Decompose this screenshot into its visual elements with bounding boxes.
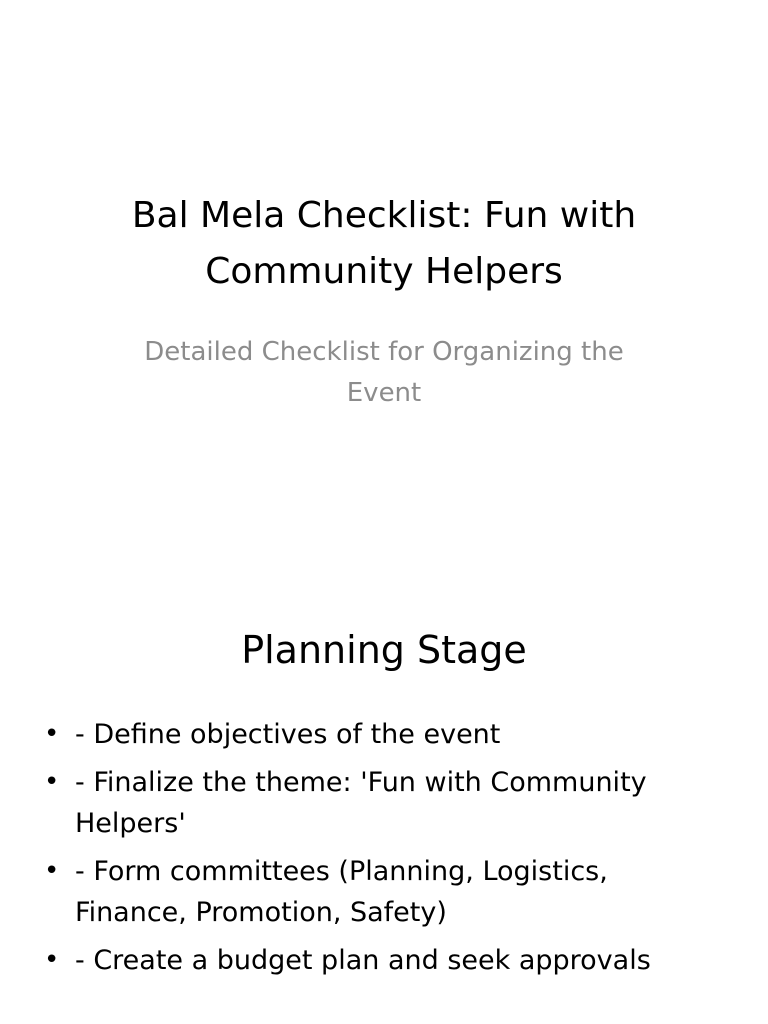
slide-subtitle: Detailed Checklist for Organizing the Event xyxy=(144,337,624,408)
section-title: Planning Stage xyxy=(241,628,527,672)
bullet-item xyxy=(40,762,700,844)
bullet-item xyxy=(40,714,700,755)
bullet-text: - Create a budget plan and seek approvals xyxy=(75,945,651,976)
bullet-item xyxy=(40,851,700,933)
slide-title: Bal Mela Checklist: Fun with Community Helpers xyxy=(131,195,637,292)
bullet-dot-icon: • xyxy=(44,719,60,749)
bullet-text: - Form committees (Planning, Logistics, Finance, Promotion, Safety) xyxy=(75,856,608,928)
content-slide xyxy=(0,576,768,1024)
bullet-text: - Define objectives of the event xyxy=(75,719,501,750)
bullet-dot-icon: • xyxy=(44,767,60,797)
bullet-dot-icon: • xyxy=(44,856,60,886)
bullet-item xyxy=(40,940,700,981)
bullet-list xyxy=(40,714,700,988)
bullet-text: - Finalize the theme: 'Fun with Community Helpers' xyxy=(75,767,647,839)
bullet-dot-icon: • xyxy=(44,945,60,975)
